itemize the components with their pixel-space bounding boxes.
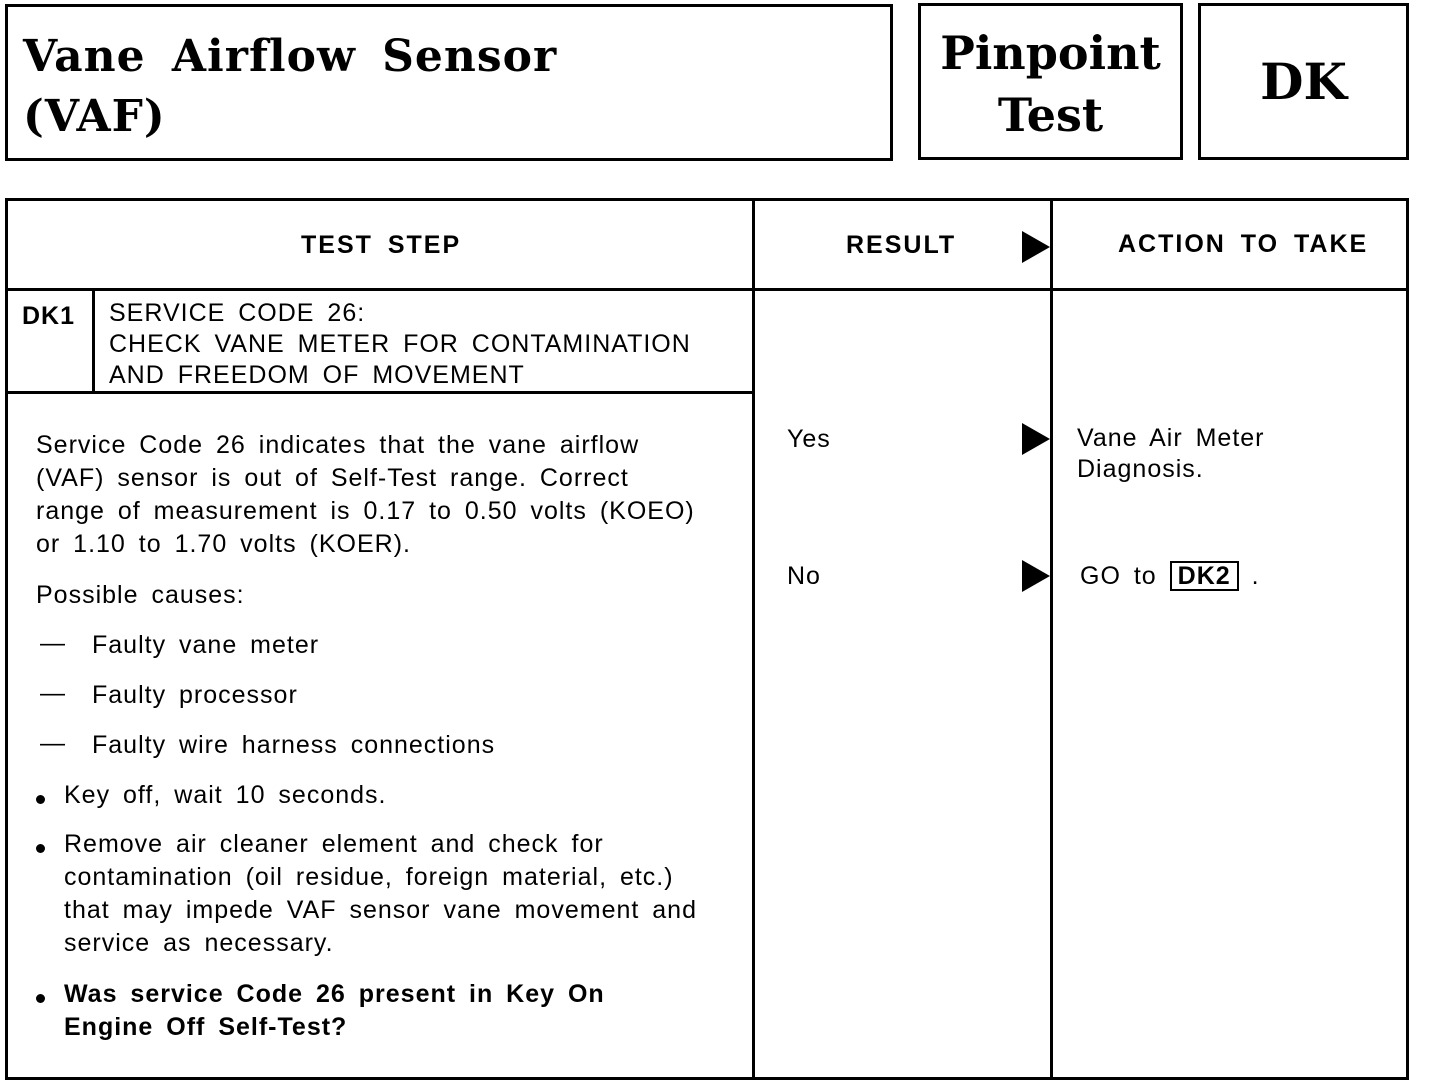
col-test-step-header: TEST STEP	[301, 231, 462, 259]
page-subtitle: (VAF)	[23, 91, 166, 142]
bullet-icon	[36, 795, 45, 804]
description-line: Service Code 26 indicates that the vane airflow	[36, 431, 640, 459]
instruction-line: service as necessary.	[64, 929, 334, 957]
dash-marker: —	[40, 679, 65, 707]
cause-item: Faulty vane meter	[92, 631, 320, 659]
page-title: Vane Airflow Sensor	[23, 31, 558, 82]
step-title	[109, 298, 691, 391]
step-id: DK1	[22, 302, 76, 330]
step-title-line: CHECK VANE METER FOR CONTAMINATION	[109, 330, 691, 358]
col-result-header: RESULT	[846, 231, 957, 259]
action-line: Diagnosis.	[1077, 455, 1204, 483]
step-title-divider	[8, 391, 754, 394]
result-yes: Yes	[787, 425, 831, 453]
instruction-line: that may impede VAF sensor vane movement and	[64, 896, 697, 924]
description-line: (VAF) sensor is out of Self-Test range. Correct	[36, 464, 629, 492]
dash-marker: —	[40, 729, 65, 757]
doc-type-line1: Pinpoint	[940, 26, 1161, 80]
step-description	[36, 429, 695, 561]
bullet-icon	[36, 844, 45, 853]
bullet-icon	[36, 994, 45, 1003]
title-box	[5, 4, 893, 161]
header-divider	[8, 288, 1406, 291]
result-no: No	[787, 562, 821, 590]
result-arrow-icon	[1022, 231, 1050, 263]
description-line: or 1.10 to 1.70 volts (KOER).	[36, 530, 411, 558]
description-line: range of measurement is 0.17 to 0.50 volts (KOEO)	[36, 497, 695, 525]
step-title-line: AND FREEDOM OF MOVEMENT	[109, 361, 525, 389]
result-arrow-icon	[1022, 423, 1050, 455]
action-prefix: GO to	[1080, 562, 1157, 590]
column-divider	[752, 201, 755, 1077]
pinpoint-table	[5, 198, 1409, 1080]
question-line: Was service Code 26 present in Key On	[64, 980, 605, 1008]
step-id-divider	[92, 289, 95, 393]
col-action-header: ACTION TO TAKE	[1118, 230, 1369, 258]
action-no	[1080, 560, 1260, 593]
instruction-item: Key off, wait 10 seconds.	[64, 781, 387, 809]
test-code: DK	[1260, 52, 1347, 111]
action-line: Vane Air Meter	[1077, 424, 1265, 452]
action-yes	[1077, 423, 1265, 485]
doc-type-box	[918, 3, 1183, 160]
causes-heading: Possible causes:	[36, 581, 245, 609]
instruction-line: contamination (oil residue, foreign material, etc.)	[64, 863, 674, 891]
question	[64, 978, 605, 1044]
instruction-item	[64, 828, 697, 960]
doc-type-line2: Test	[997, 88, 1104, 142]
step-title-line: SERVICE CODE 26:	[109, 299, 366, 327]
cause-item: Faulty processor	[92, 681, 298, 709]
action-suffix: .	[1251, 562, 1260, 590]
step-ref-link[interactable]: DK2	[1170, 561, 1239, 591]
result-arrow-icon	[1022, 560, 1050, 592]
instruction-line: Remove air cleaner element and check for	[64, 830, 604, 858]
cause-item: Faulty wire harness connections	[92, 731, 496, 759]
question-line: Engine Off Self-Test?	[64, 1013, 348, 1041]
dash-marker: —	[40, 629, 65, 657]
column-divider	[1050, 201, 1053, 1077]
test-code-box	[1198, 3, 1409, 160]
